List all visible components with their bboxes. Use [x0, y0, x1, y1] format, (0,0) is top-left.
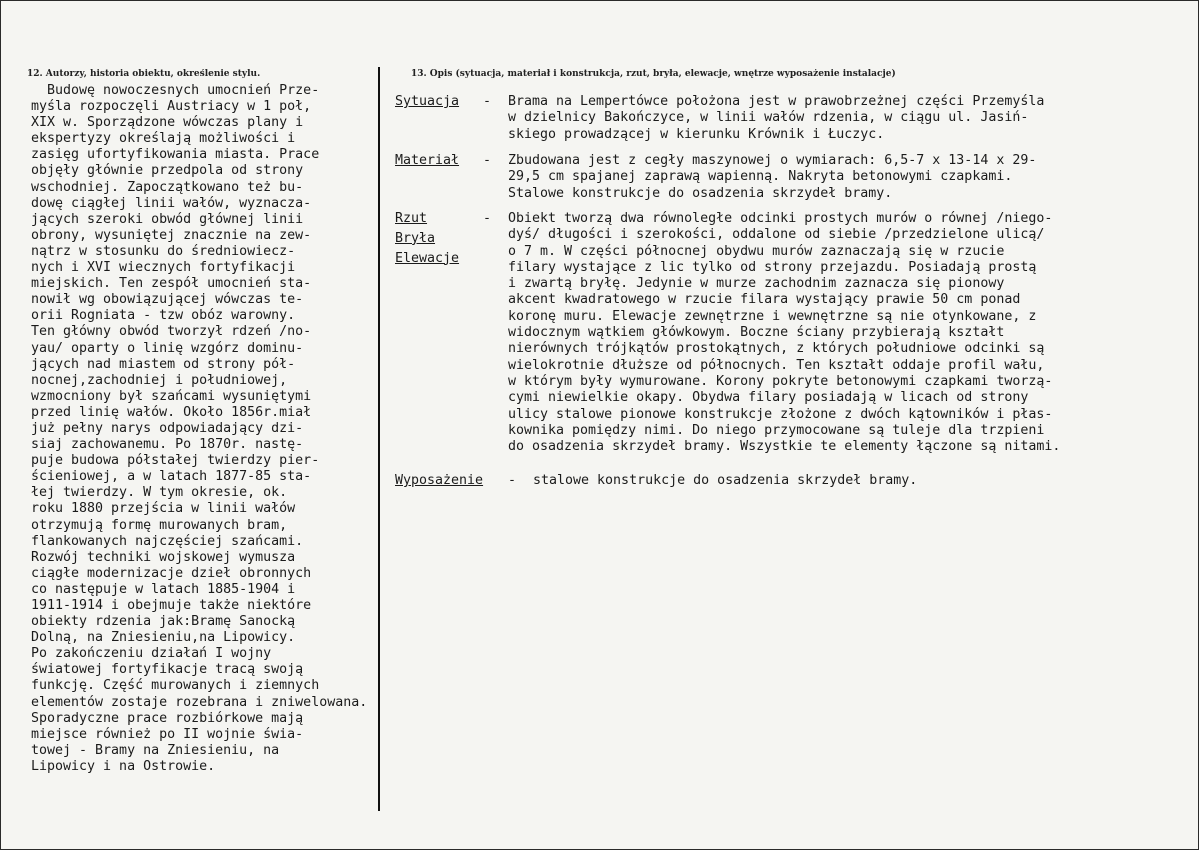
label-wyposazenie: Wyposażenie: [395, 473, 484, 488]
history-line: Lipowicy i na Ostrowie.: [31, 758, 216, 774]
history-line: Dolną, na Zniesieniu,na Lipowicy.: [31, 630, 296, 646]
history-line: już pełny narys odpowiadający dzi-: [31, 420, 304, 436]
history-line: wzmocniony był szańcami wysuniętymi: [31, 388, 312, 404]
history-line: obrony, wysuniętej znacznie na zew-: [31, 227, 312, 243]
text-line: o 7 m. W części północnej obydwu murów zaznaczają się w rzucie: [508, 243, 1005, 259]
text-line: w którym były wymurowane. Korony pokryte betonowymi czapkami tworzą-: [508, 373, 1053, 389]
text-line: ulicy stalowe pionowe konstrukcje złożone z dwóch kątowników i płas-: [508, 406, 1053, 422]
history-line: roku 1880 przejścia w linii wałów: [31, 501, 296, 517]
text-line: kownika pomiędzy nimi. Do niego przymocowane są tuleje dla trzpieni: [508, 422, 1045, 438]
text-line: koronę muru. Elewacje zewnętrzne i wewnętrzne są nie otynkowane, z: [508, 308, 1037, 324]
history-line: co następuje w latach 1885-1904 i: [31, 581, 296, 597]
history-line: elementów zostaje rozebrana i zniwelowana.: [31, 694, 368, 710]
history-line: Po zakończeniu działań I wojny: [31, 646, 272, 662]
text-line: w dzielnicy Bakończyce, w linii wałów rdzenia, w ciągu ul. Jasiń-: [508, 110, 1029, 126]
label-rzut: Rzut: [395, 211, 428, 226]
history-line: towej - Bramy na Zniesieniu, na: [31, 742, 280, 758]
history-line: puje budowa półstałej twierdzy pier-: [31, 453, 320, 469]
text-line: akcent kwadratowego w rzucie filara wystający prawie 50 cm ponad: [508, 292, 1021, 308]
text-line: cymi niewielkie okapy. Obydwa filary posiadają w licach od strony: [508, 390, 1029, 406]
label-material: Materiał: [395, 153, 460, 168]
text-line: dyś/ długości i szerokości, oddalone od siebie /przedzielone ulicą/: [508, 227, 1045, 243]
text-line: nierównych trójkątów prostokątnych, z których południowe odcinki są: [508, 341, 1045, 357]
dash: -: [483, 94, 492, 109]
history-line: flankowanych najczęściej szańcami.: [31, 533, 304, 549]
history-line: światowej fortyfikacje tracą swoją: [31, 662, 304, 678]
history-line: obiekty rdzenia jak:Bramę Sanocką: [31, 614, 296, 630]
history-line: ciągłe modernizacje dzieł obronnych: [31, 565, 312, 581]
text-line: 29,5 cm spajanej zaprawą wapienną. Nakryta betonowymi czapkami.: [508, 169, 1013, 185]
rzut-text: [508, 211, 1199, 455]
label-bryla: Bryła: [395, 230, 436, 246]
history-line: jących nad miastem od strony pół-: [31, 356, 296, 372]
text-line: skiego prowadzącej w kierunku Krównik i Łuczyc.: [508, 126, 885, 142]
text-line: do osadzenia skrzydeł bramy. Wszystkie te elementy łączone są nitami.: [508, 439, 1061, 455]
wyposazenie-text: stalowe konstrukcje do osadzenia skrzydeł bramy.: [533, 473, 918, 488]
dash: -: [508, 473, 517, 488]
text-line: Stalowe konstrukcje do osadzenia skrzydeł bramy.: [508, 185, 893, 201]
label-elewacje: Elewacje: [395, 250, 460, 266]
history-line: łej twierdzy. W tym okresie, ok.: [31, 485, 288, 501]
history-line: zasięg ufortyfikowania miasta. Prace: [31, 147, 320, 163]
text-line: i zwartą bryłę. Jedynie w murze zachodnim zaznacza się pionowy: [508, 276, 1005, 292]
history-line: Sporadyczne prace rozbiórkowe mają: [31, 710, 304, 726]
history-line: Budowę nowoczesnych umocnień Prze-: [31, 83, 320, 98]
history-line: dowę ciągłej linii wałów, wyznacza-: [31, 195, 312, 211]
history-line: 1911-1914 i obejmuje także niektóre: [31, 598, 312, 613]
section-13-header: 13. Opis (sytuacja, materiał i konstrukcja, rzut, bryła, elewacje, wnętrze wyposażenie instalacje): [411, 69, 896, 79]
material-text: [508, 153, 1199, 202]
history-text: [31, 83, 391, 775]
history-line: nowił wg obowiązującej wówczas te-: [31, 292, 304, 308]
history-line: siaj zachowanemu. Po 1870r. nastę-: [31, 437, 304, 453]
text-line: Brama na Lempertówce położona jest w prawobrzeżnej części Przemyśla: [508, 94, 1045, 109]
history-line: XIX w. Sporządzone wówczas plany i: [31, 115, 304, 131]
history-line: Ten główny obwód tworzył rdzeń /no-: [31, 324, 312, 340]
label-sytuacja: Sytuacja: [395, 94, 460, 109]
dash: -: [483, 211, 492, 226]
labels-rzut-bryla-elewacje: [395, 211, 459, 271]
history-line: myśla rozpoczęli Austriacy w 1 poł,: [31, 99, 312, 115]
text-line: wielokrotnie dłuższe od północnych. Ten kształt oddaje profil wału,: [508, 357, 1045, 373]
section-12-header: 12. Autorzy, historia obiektu, określenie stylu.: [27, 69, 261, 79]
history-line: nocnej,zachodniej i południowej,: [31, 372, 288, 388]
history-line: nych i XVI wiecznych fortyfikacji: [31, 260, 296, 276]
history-line: orii Rogniata - tzw obóz warowny.: [31, 308, 296, 324]
history-line: yau/ oparty o linię wzgórz dominu-: [31, 340, 304, 356]
history-line: jących szeroki obwód głównej linii: [31, 211, 304, 227]
sytuacja-text: [508, 94, 1199, 143]
history-line: przed linię wałów. Około 1856r.miał: [31, 404, 312, 420]
history-line: ścieniowej, a w latach 1877-85 sta-: [31, 469, 312, 485]
history-line: miejskich. Ten zespół umocnień sta-: [31, 276, 312, 292]
text-line: filary wystające z lic tylko od strony przejazdu. Posiadają prostą: [508, 259, 1037, 275]
text-line: widocznym wątkiem główkowym. Boczne ściany przybierają kształt: [508, 325, 1005, 341]
history-line: ekspertyzy określają możliwości i: [31, 131, 296, 147]
dash: -: [483, 153, 492, 168]
text-line: Obiekt tworzą dwa równoległe odcinki prostych murów o równej /niego-: [508, 211, 1053, 226]
history-line: nątrz w stosunku do średniowiecz-: [31, 243, 296, 259]
history-line: objęły głównie przedpola od strony: [31, 163, 304, 179]
history-line: otrzymują formę murowanych bram,: [31, 517, 288, 533]
history-line: miejsce również po II wojnie świa-: [31, 726, 304, 742]
text-line: Zbudowana jest z cegły maszynowej o wymiarach: 6,5-7 x 13-14 x 29-: [508, 153, 1037, 168]
history-line: wschodniej. Zapoczątkowano też bu-: [31, 179, 304, 195]
history-line: funkcję. Część murowanych i ziemnych: [31, 678, 320, 694]
history-line: Rozwój techniki wojskowej wymusza: [31, 549, 296, 565]
